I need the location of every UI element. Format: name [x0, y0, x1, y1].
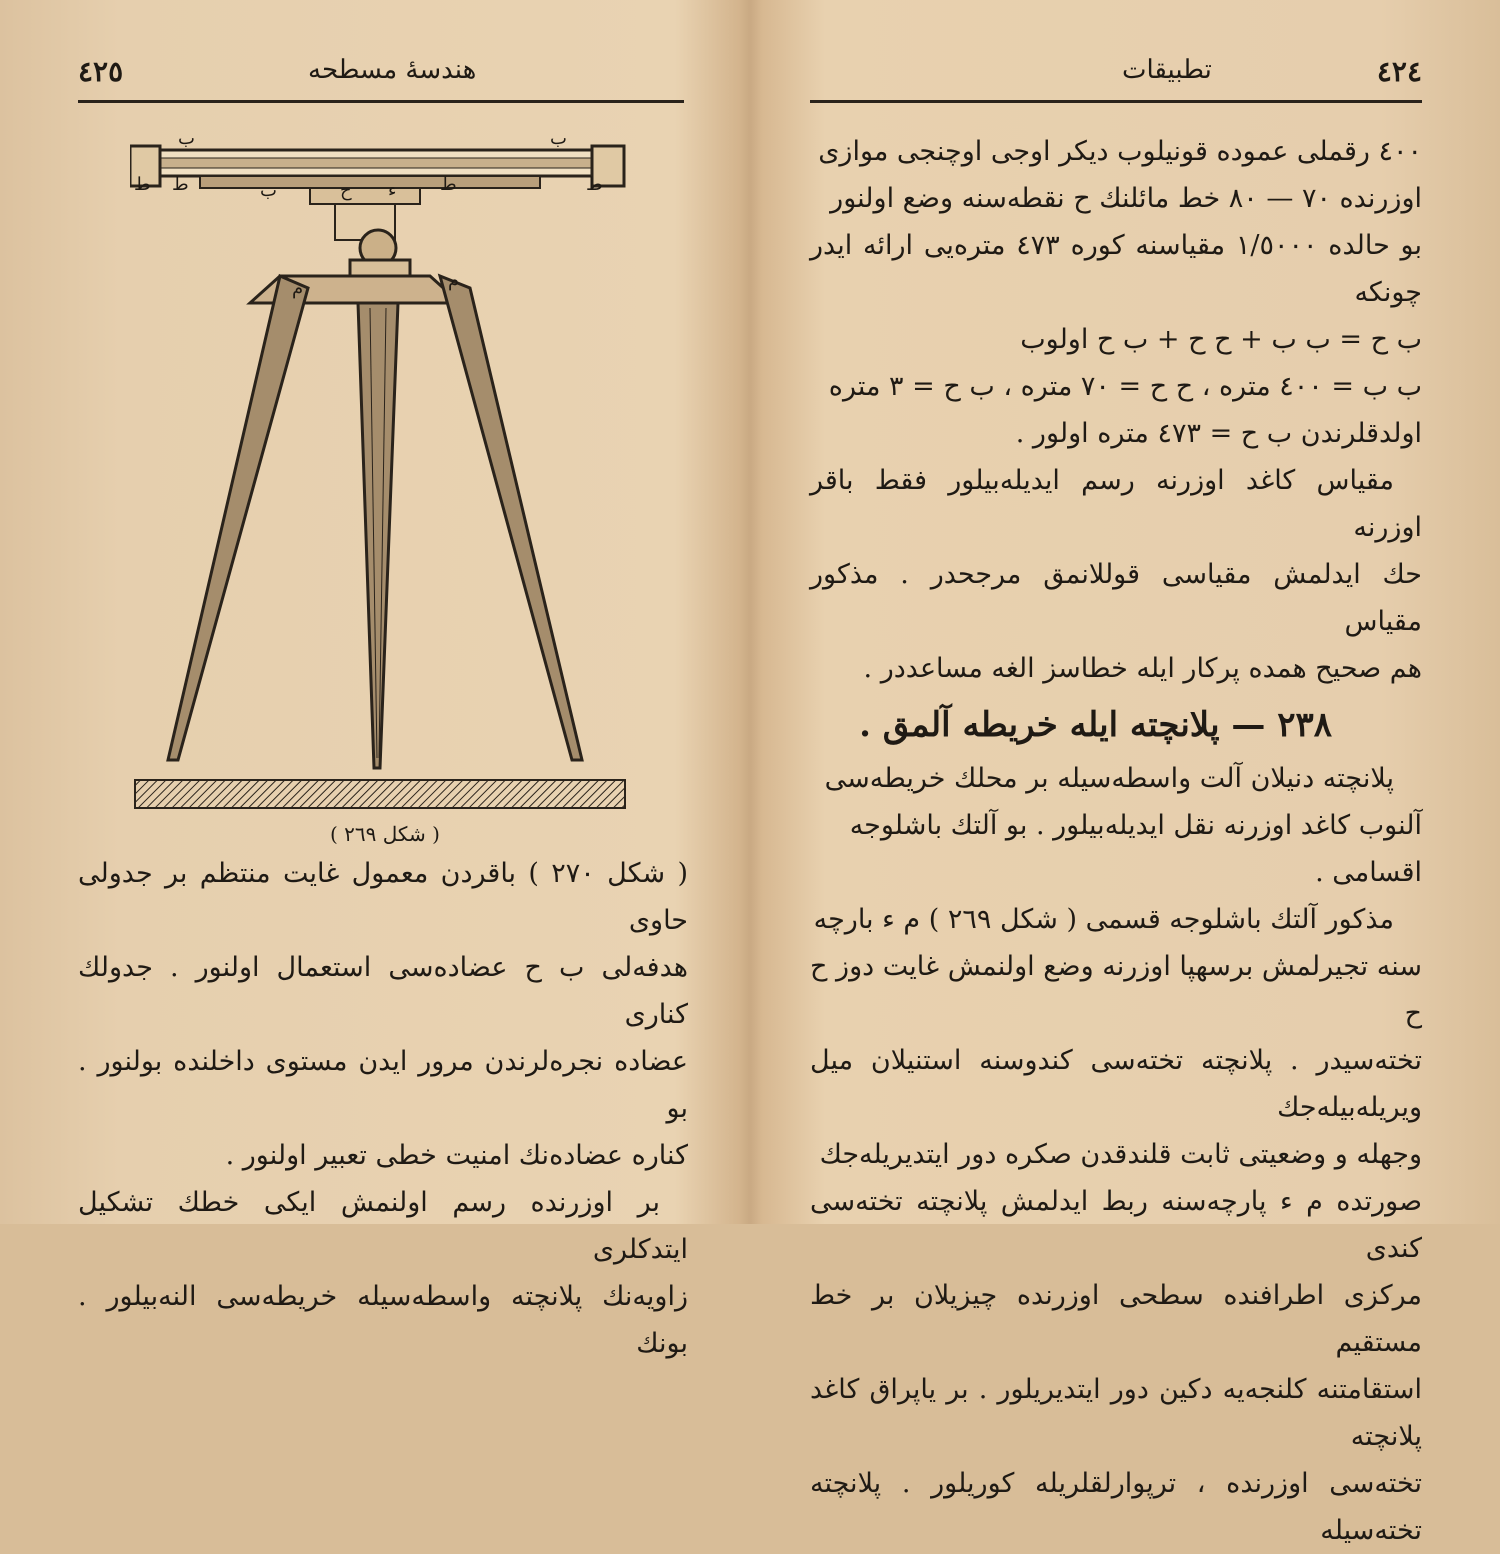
left-page-header — [78, 55, 684, 95]
text-line: ب ب = ٤٠٠ متره ، ح ح = ٧٠ متره ، ب ح = ٣ متره — [828, 371, 1422, 402]
plane-table-tripod-illustration — [130, 128, 630, 818]
figure-label: ب — [550, 128, 567, 149]
figure-label: م — [292, 278, 304, 299]
figure-label: ط — [440, 174, 457, 195]
text-line: ب ح = ب ب + ح ح + ب ح اولوب — [1020, 324, 1422, 355]
figure-label: ط — [586, 174, 603, 195]
text-line: عضاده نجره‌لرندن مرور ايدن مستوى داخلنده بولنور . بو — [78, 1046, 688, 1124]
right-page-number: ٤٢٤ — [1376, 55, 1422, 88]
figure-caption: ( شكل ٢٦٩ ) — [330, 822, 440, 846]
text-line: هم صحيح همده پركار ايله خطاسز الغه مساعددر . — [863, 653, 1422, 684]
plane-table-board — [200, 176, 540, 188]
tripod-leg-right — [440, 276, 582, 760]
text-line: مقياس كاغد اوزرنه رسم ايديله‌بيلور فقط باقر اوزرنه — [810, 465, 1422, 543]
text-line: وجهله و وضعيتى ثابت قلندقدن صكره دور ايتديريله‌جك — [819, 1139, 1422, 1170]
tripod-leg-left — [168, 276, 308, 760]
right-running-title: تطبيقات — [1122, 55, 1212, 85]
text-line: زاويه‌نك پلانچته واسطه‌سيله خريطه‌سى النه‌بيلور . بونك — [78, 1281, 688, 1359]
left-page — [0, 0, 740, 1359]
left-page-body — [78, 850, 688, 1367]
text-line: اوزرنده ٧٠ — ٨٠ خط مائلنك ح نقطه‌سنه وضع اولنور — [830, 183, 1422, 214]
left-header-rule — [78, 100, 684, 103]
text-line: ( شكل ٢٧٠ ) باقردن معمول غايت منتظم بر جدولى حاوى — [78, 858, 688, 936]
text-line: پلانچته دنيلان آلت واسطه‌سيله بر محلك خريطه‌سى — [824, 763, 1394, 794]
figure-label: ب — [178, 128, 195, 149]
text-line: ٤٠٠ رقملى عموده قونيلوب ديكر اوجى اوچنجى موازى — [818, 136, 1422, 167]
tripod-leg-center — [358, 303, 398, 768]
text-line: هدفه‌لى ب ح عضاده‌سى استعمال اولنور . جدولك كنارى — [78, 952, 688, 1030]
figure-label: ط — [172, 174, 189, 195]
text-line: صورتده م ء پارچه‌سنه ربط ايدلمش پلانچته تخته‌سى كندى — [810, 1186, 1422, 1264]
text-line: اولدقلرندن ب ح = ٤٧٣ متره اولور . — [1015, 418, 1422, 449]
text-line: حك ايدلمش مقياسى قوللانمق مرجحدر . مذكور مقياس — [810, 559, 1422, 637]
figure-label: ط — [134, 174, 151, 195]
left-running-title: هندسهٔ مسطحه — [308, 55, 477, 85]
text-line: تخته‌سى اوزرنده ، ترپوارلقلريله كوريلور . پلانچته تخته‌سيله — [810, 1468, 1422, 1546]
figure-label: ب — [260, 180, 277, 201]
figure-label: ء — [388, 180, 397, 201]
text-line: بر اوزرنده رسم اولنمش ايكى خطك تشكيل ايتدكلرى — [78, 1187, 688, 1265]
right-page-header — [810, 55, 1422, 95]
section-heading: ٢٣٨ — پلانچته ايله خريطه آلمق . — [859, 705, 1332, 745]
text-line: مذكور آلتك باشلوجه قسمى ( شكل ٢٦٩ ) م ء بارچه‌ — [813, 904, 1394, 935]
right-page-body — [810, 128, 1422, 1554]
text-line: بو حالده ١/٥٠٠٠ مقياسنه كوره ٤٧٣ متره‌يى ارائه ايدر چونكه — [810, 230, 1423, 308]
ground-base — [135, 780, 625, 808]
text-line: مركزى اطرافنده سطحى اوزرنده چيزيلان بر خط مستقيم — [810, 1280, 1422, 1358]
text-line: كناره عضاده‌نك امنيت خطى تعبير اولنور . — [225, 1140, 688, 1171]
left-page-number: ٤٢٥ — [78, 55, 124, 88]
figure-label: ح — [340, 180, 352, 201]
text-line: آلنوب كاغد اوزرنه نقل ايديله‌بيلور . بو آلتك باشلوجه — [849, 810, 1422, 841]
right-header-rule — [810, 100, 1422, 103]
figure-label: م — [448, 270, 460, 291]
text-line: استقامتنه كلنجه‌يه دكين دور ايتديريلور . بر ياپراق كاغد پلانچته — [810, 1374, 1422, 1452]
plane-table-figure — [130, 128, 630, 818]
text-line: تخته‌سيدر . پلانچته تخته‌سى كندوسنه استنيلان ميل ويريله‌بيله‌جك — [810, 1045, 1422, 1123]
text-line: اقسامى . — [1315, 857, 1422, 888]
text-line: سنه تجيرلمش برسهپا اوزرنه وضع اولنمش غايت دوز ح ح — [810, 951, 1422, 1029]
right-page — [760, 0, 1500, 1546]
